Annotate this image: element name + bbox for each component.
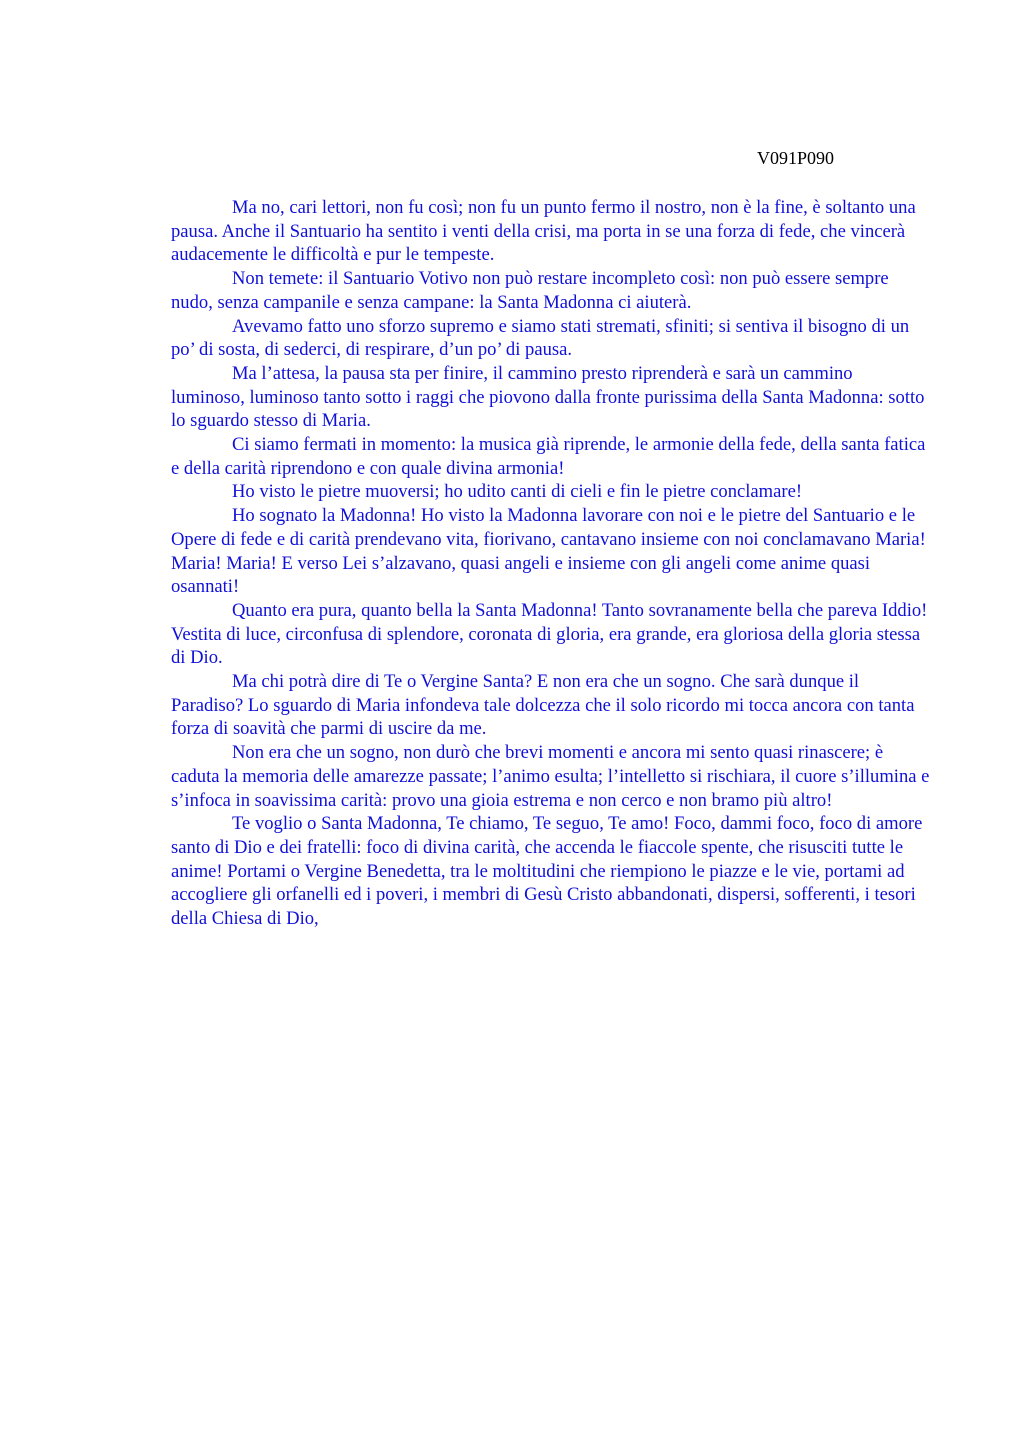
paragraph: Te voglio o Santa Madonna, Te chiamo, Te seguo, Te amo! Foco, dammi foco, foco di amore santo di Dio e dei fratelli: foco di divina carità, che accenda le fiaccole spente, che risusciti tutte le anime! Portami o Vergine Benedetta, tra le moltitudini che riempiono le piazze e le vie, portami ad accogliere gli orfanelli ed i poveri, i membri di Gesù Cristo abbandonati, dispersi, sofferenti, i tesori della Chiesa di Dio, [171, 813, 923, 930]
paragraph: Ma chi potrà dire di Te o Vergine Santa? E non era che un sogno. Che sarà dunque il Paradiso? Lo sguardo di Maria infondeva tale dolcezza che il solo ricordo mi tocca ancora con tanta forza di soavità che parmi di uscire da me. [171, 671, 915, 740]
body-text [171, 196, 931, 931]
paragraph: Avevamo fatto uno sforzo supremo e siamo stati stremati, sfiniti; si sentiva il bisogno di un po’ di sosta, di sederci, di respirare, d’un po’ di pausa. [171, 315, 910, 361]
paragraph: Ma l’attesa, la pausa sta per finire, il cammino presto riprenderà e sarà un cammino luminoso, luminoso tanto sotto i raggi che piovono dalla fronte purissima della Santa Madonna: sotto lo sguardo stesso di Maria. [171, 362, 925, 432]
paragraph: Ho visto le pietre muoversi; ho udito canti di cieli e fin le pietre conclamare! [232, 481, 803, 503]
paragraph: Ho sognato la Madonna! Ho visto la Madonna lavorare con noi e le pietre del Santuario e le Opere di fede e di carità prendevano vita, fiorivano, cantavano insieme con noi conclamavano Maria! Maria! Maria! E verso Lei s’alzavano, quasi angeli e insieme con gli angeli come anime quasi osannati! [171, 505, 926, 598]
paragraph: Non era che un sogno, non durò che brevi momenti e ancora mi sento quasi rinascere; è caduta la memoria delle amarezze passate; l’animo esulta; l’intelletto si rischiara, il cuore s’illumina e s’infoca in soavissima carità: provo una gioia estrema e non cerco e non bramo più altro! [171, 742, 930, 811]
paragraph: Non temete: il Santuario Votivo non può restare incompleto così: non può essere sempre nudo, senza campanile e senza campane: la Santa Madonna ci aiuterà. [171, 268, 889, 313]
paragraph: Ma no, cari lettori, non fu così; non fu un punto fermo il nostro, non è la fine, è soltanto una pausa. Anche il Santuario ha sentito i venti della crisi, ma porta in se una forza di fede, che vincerà audacemente le difficoltà e pur le tempeste. [171, 197, 916, 266]
paragraph: Ci siamo fermati in momento: la musica già riprende, le armonie della fede, della santa fatica e della carità riprendono e con quale divina armonia! [171, 434, 926, 479]
page-code: V091P090 [757, 148, 835, 168]
paragraph: Quanto era pura, quanto bella la Santa Madonna! Tanto sovranamente bella che pareva Iddio! Vestita di luce, circonfusa di splendore, coronata di gloria, era grande, era gloriosa della gloria stessa di Dio. [171, 599, 928, 669]
